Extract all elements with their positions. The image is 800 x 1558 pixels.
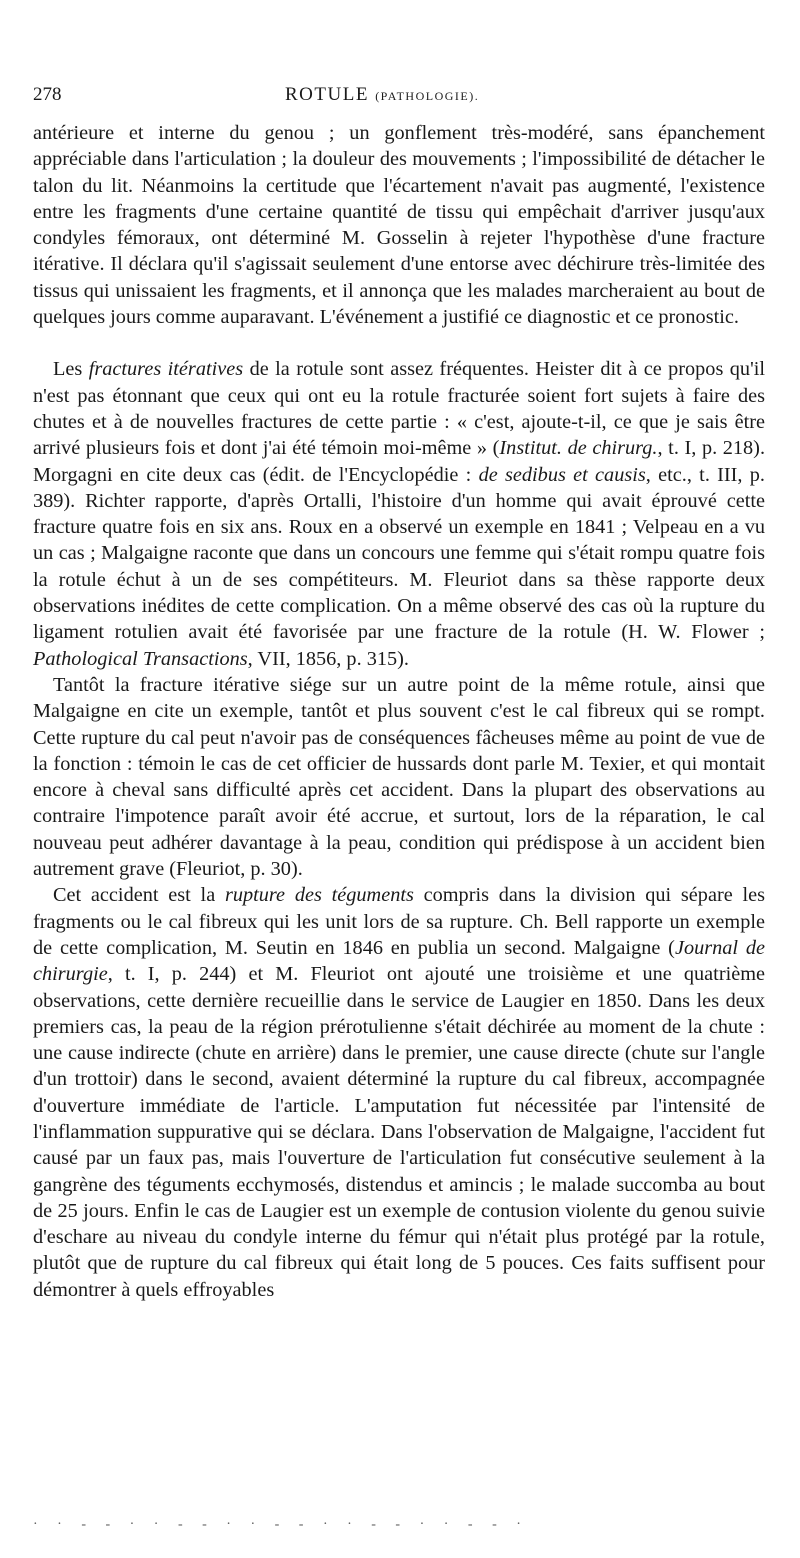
text-run: Cet accident est la bbox=[53, 884, 225, 907]
text-run: Les bbox=[53, 358, 89, 381]
text-run: antérieure et interne du genou ; un gonflement très-modéré, sans épanchement appréciable dans l'articulation ; la douleur des mouvements ; l'impossibilité de détacher le talon du lit. Néanmoins la certitude que l'écartement n'avait pas augmenté, l'existence entre les fragments d'une certaine quantité de tissu qui empêchait d'arriver jusqu'aux condyles fémoraux, ont déterminé M. Gosselin à rejeter l'hypothèse d'une fracture itérative. Il déclara qu'il s'agissait seulement d'une entorse avec déchirure très-limitée des tissus qui unissaient les fragments, et il annonça que les malades marcheraient au bout de quelques jours comme auparavant. L'événement a justifié ce diagnostic et ce pronostic. bbox=[33, 122, 765, 329]
text-run: de la rotule sont assez fréquentes. Heister dit à ce propos qu'il n'est pas étonnant que ceux qui ont eu la rotule fracturée soient fort sujets à faire des chutes et à de nouvelles fractures de cette partie : « c'est, ajoute-t-il, ce que je sais être arrivé plusieurs fois et dont j'ai été témoin moi-même » ( bbox=[33, 358, 765, 460]
running-header bbox=[33, 84, 765, 110]
running-title-main: ROTULE bbox=[285, 84, 369, 105]
running-title-sub: (PATHOLOGIE). bbox=[375, 89, 480, 103]
italic-text-run: rupture des téguments bbox=[224, 884, 414, 907]
text-run: , t. I, p. 218). Morgagni en cite deux cas (édit. de l'Encyclopédie : bbox=[33, 437, 766, 486]
italic-text-run: Journal de chirurgie bbox=[33, 936, 765, 986]
text-run: Tantôt la fracture itérative siége sur un autre point de la même rotule, ainsi que Malgaigne en cite un exemple, tantôt et plus souvent c'est le cal fibreux qui se rompt. Cette rupture du cal peut n'avoir pas de conséquences fâcheuses même au point de vue de la fonction : témoin le cas de cet officier de hussards dont parle M. Texier, et qui montait encore à cheval sans difficulté après cet accident. Dans la plupart des observations au contraire l'impotence paraît avoir été accrue, et surtout, lors de la réparation, le cal nouveau peut adhérer davantage à la peau, condition qui prédispose à un accident bien autrement grave (Fleuriot, p. 30). bbox=[33, 673, 765, 881]
italic-text-run: fractures itératives bbox=[88, 358, 244, 381]
page-number: 278 bbox=[33, 84, 62, 105]
text-run: , VII, 1856, p. 315). bbox=[247, 647, 409, 670]
text-run: , etc., t. III, p. 389). Richter rapporte, d'après Ortalli, l'histoire d'un homme qui avait éprouvé cette fracture quatre fois en six ans. Roux en a observé un exemple en 1841 ; Velpeau en a vu un cas ; Malgaigne raconte que dans un concours une femme qui s'était rompu quatre fois la rotule échut à un de ses compétiteurs. M. Fleuriot dans sa thèse rapporte deux observations inédites de cette complication. On a même observé des cas où la rupture du ligament rotulien avait été favorisée par une fracture de la rotule (H. W. Flower ; bbox=[33, 463, 765, 644]
paragraph-1 bbox=[33, 120, 765, 330]
italic-text-run: Pathological Transactions bbox=[33, 647, 248, 670]
paragraph-3 bbox=[33, 672, 765, 882]
italic-text-run: de sedibus et causis bbox=[478, 463, 646, 486]
running-title bbox=[285, 84, 479, 106]
text-run: , t. I, p. 244) et M. Fleuriot ont ajouté une troisième et une quatrième observations, cette dernière recueillie dans le service de Laugier en 1850. Dans les deux premiers cas, la peau de la région prérotulienne s'était déchirée au moment de la chute : une cause indirecte (chute en arrière) dans le premier, une cause directe (chute sur l'angle d'un trottoir) dans le second, avaient déterminé la rupture du cal fibreux, accompagnée d'ouverture immédiate de l'article. L'amputation fut nécessitée par l'intensité de l'inflammation suppurative qui se déclara. Dans l'observation de Malgaigne, l'accident fut causé par un faux pas, mais l'ouverture de l'articulation fut consécutive seulement à la gangrène des téguments ecchymosés, distendus et amincis ; le malade succomba au bout de 25 jours. Enfin le cas de Laugier est un exemple de contusion violente du genou suivie d'eschare au niveau du condyle interne du fémur qui n'était plus protégé par la rotule, plutôt que de rupture du cal fibreux qui était long de 5 pouces. Ces faits suffisent pour démontrer à quels effroyables bbox=[33, 963, 765, 1301]
paragraph-4 bbox=[33, 882, 765, 1303]
paragraph-2 bbox=[33, 356, 765, 672]
bottom-bleed-through-marks: · · - - · · - - · · - - · · - - · · - - · bbox=[33, 1517, 529, 1532]
italic-text-run: Institut. de chirurg. bbox=[499, 437, 658, 460]
body-text bbox=[33, 120, 765, 1303]
text-run: compris dans la division qui sépare les fragments ou le cal fibreux qui les unit lors de sa rupture. Ch. Bell rapporte un exemple de cette complication, M. Seutin en 1846 en publia un second. Malgaigne ( bbox=[33, 884, 765, 959]
